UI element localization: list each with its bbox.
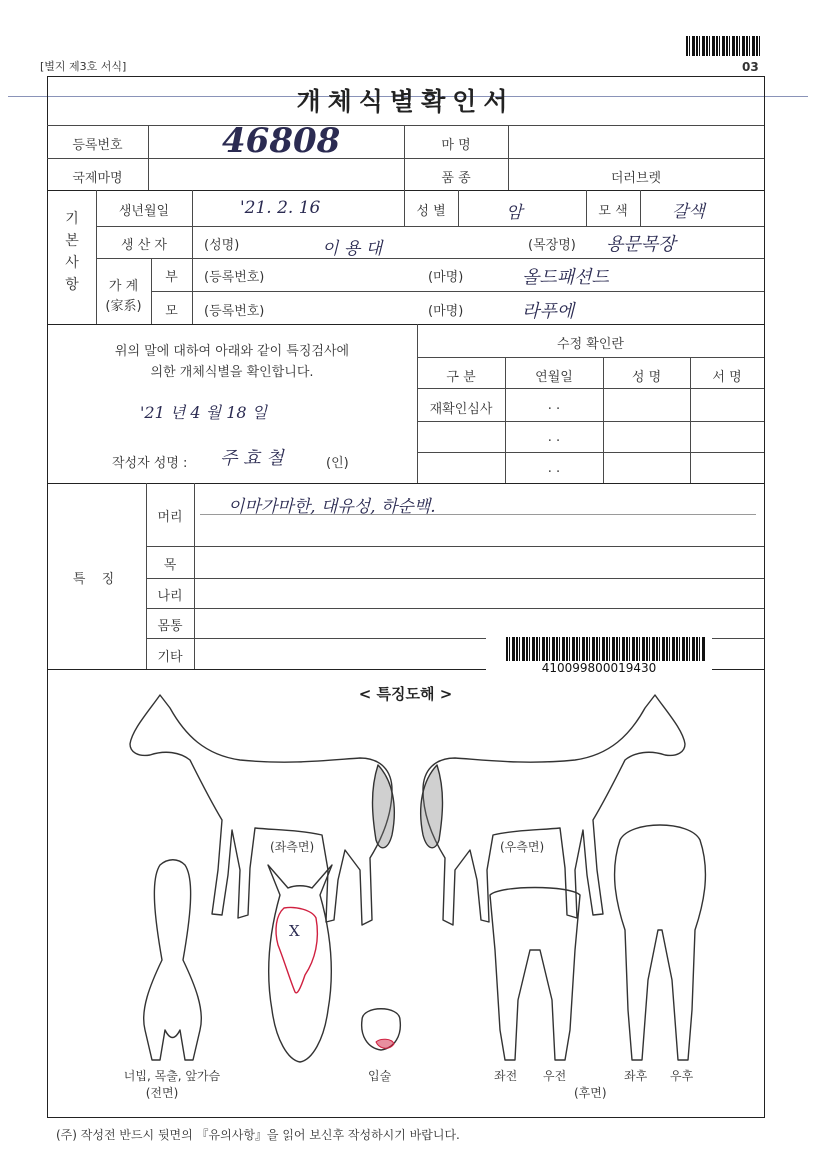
diagram-title: < 특징도해 > — [358, 685, 453, 703]
revision-row-date: . . — [547, 398, 561, 413]
left-side-label: (좌측면) — [270, 840, 315, 854]
footer-note: (주) 작성전 반드시 뒷면의 『유의사항』을 읽어 보신후 작성하시기 바랍니다. — [56, 1128, 460, 1142]
right-side-label: (우측면) — [500, 840, 545, 854]
writer-label: 작성자 성명 : — [112, 456, 188, 471]
revision-title: 수정 확인란 — [557, 337, 624, 352]
right-horse-tail — [421, 765, 443, 848]
neck-label: 목 — [163, 558, 177, 573]
page-code: 03 — [742, 60, 759, 74]
document-title: 개체식별확인서 — [296, 87, 515, 116]
confirm-text-1: 위의 말에 대하여 아래와 같이 특징검사에 — [114, 344, 350, 359]
producer-name-value: 이 용 대 — [322, 239, 383, 259]
right-side-horse — [423, 695, 685, 925]
head-value: 이마가마한, 대유성, 하순백. — [228, 497, 436, 517]
confirm-date: '21 년 4 월 18 일 — [140, 403, 268, 422]
body-label: 몸통 — [157, 619, 183, 634]
rear-label: (후면) — [574, 1086, 607, 1100]
dam-name-value: 라푸에 — [522, 301, 575, 322]
seal-label: (인) — [326, 456, 349, 471]
revision-header-type: 구 분 — [446, 370, 476, 385]
lip-marking — [376, 1039, 394, 1048]
form-label: [별지 제3호 서식] — [40, 60, 127, 73]
left-hind-label: 좌후 — [624, 1069, 648, 1083]
sire-reg-label: (등록번호) — [204, 270, 265, 285]
face-marking — [276, 907, 317, 992]
face-horse — [268, 865, 332, 1062]
other-label: 기타 — [157, 650, 183, 665]
revision-row-date: . . — [547, 461, 561, 476]
lineage-label: 가 계 — [108, 279, 139, 294]
revision-row-date: . . — [547, 430, 561, 445]
lip-label: 입술 — [368, 1069, 392, 1083]
left-side-horse — [130, 695, 392, 925]
reg-no-label: 등록번호 — [72, 138, 123, 153]
left-fore-label: 좌전 — [494, 1069, 518, 1083]
confirm-text-2: 의한 개체식별을 확인합니다. — [150, 365, 314, 380]
writer-value: 주 효 철 — [220, 448, 284, 469]
breed-value: 더러브렛 — [610, 171, 662, 186]
sex-value: 암 — [506, 203, 523, 223]
producer-name-label: (성명) — [204, 238, 240, 253]
face-mark-symbol: X — [289, 922, 300, 940]
name-label: 마 명 — [441, 138, 471, 153]
lineage-sub: (家系) — [105, 299, 142, 314]
dam-name-label: (마명) — [428, 304, 464, 319]
color-label: 모 색 — [598, 204, 628, 219]
front-label: (전면) — [145, 1086, 179, 1100]
dam-label: 모 — [165, 304, 178, 319]
sex-label: 성 별 — [416, 204, 446, 219]
reg-no-value: 46808 — [222, 121, 341, 161]
basic-info-label: 기본사항 — [65, 211, 79, 293]
revision-header-sign: 서 명 — [712, 370, 742, 385]
right-fore-label: 우전 — [543, 1069, 567, 1083]
head-label: 머리 — [157, 510, 183, 525]
features-label: 특 징 — [72, 572, 121, 587]
birth-value: '21. 2. 16 — [240, 198, 321, 218]
breed-label: 품 종 — [441, 171, 471, 186]
revision-header-date: 연월일 — [535, 370, 573, 385]
intl-name-label: 국제마명 — [72, 171, 123, 186]
sire-name-value: 올드패션드 — [522, 267, 609, 288]
revision-row-type: 재확인심사 — [429, 402, 493, 417]
color-value: 갈색 — [672, 202, 705, 222]
front-chest-horse — [144, 860, 202, 1060]
ranch-label: (목장명) — [528, 238, 576, 253]
producer-label: 생 산 자 — [121, 238, 167, 253]
dam-reg-label: (등록번호) — [204, 304, 265, 319]
sire-name-label: (마명) — [428, 270, 464, 285]
birth-label: 생년월일 — [118, 204, 170, 219]
left-horse-tail — [373, 765, 395, 848]
revision-header-name: 성 명 — [631, 370, 662, 385]
legs-label: 나리 — [157, 589, 183, 604]
right-hind-label: 우후 — [670, 1069, 694, 1083]
ranch-value: 용문목장 — [606, 234, 676, 255]
sire-label: 부 — [165, 270, 178, 285]
barcode-number: 410099800019430 — [541, 661, 657, 675]
front-caption: 너빕, 목출, 앞가슴 — [123, 1069, 221, 1083]
rear-view — [615, 825, 706, 1060]
